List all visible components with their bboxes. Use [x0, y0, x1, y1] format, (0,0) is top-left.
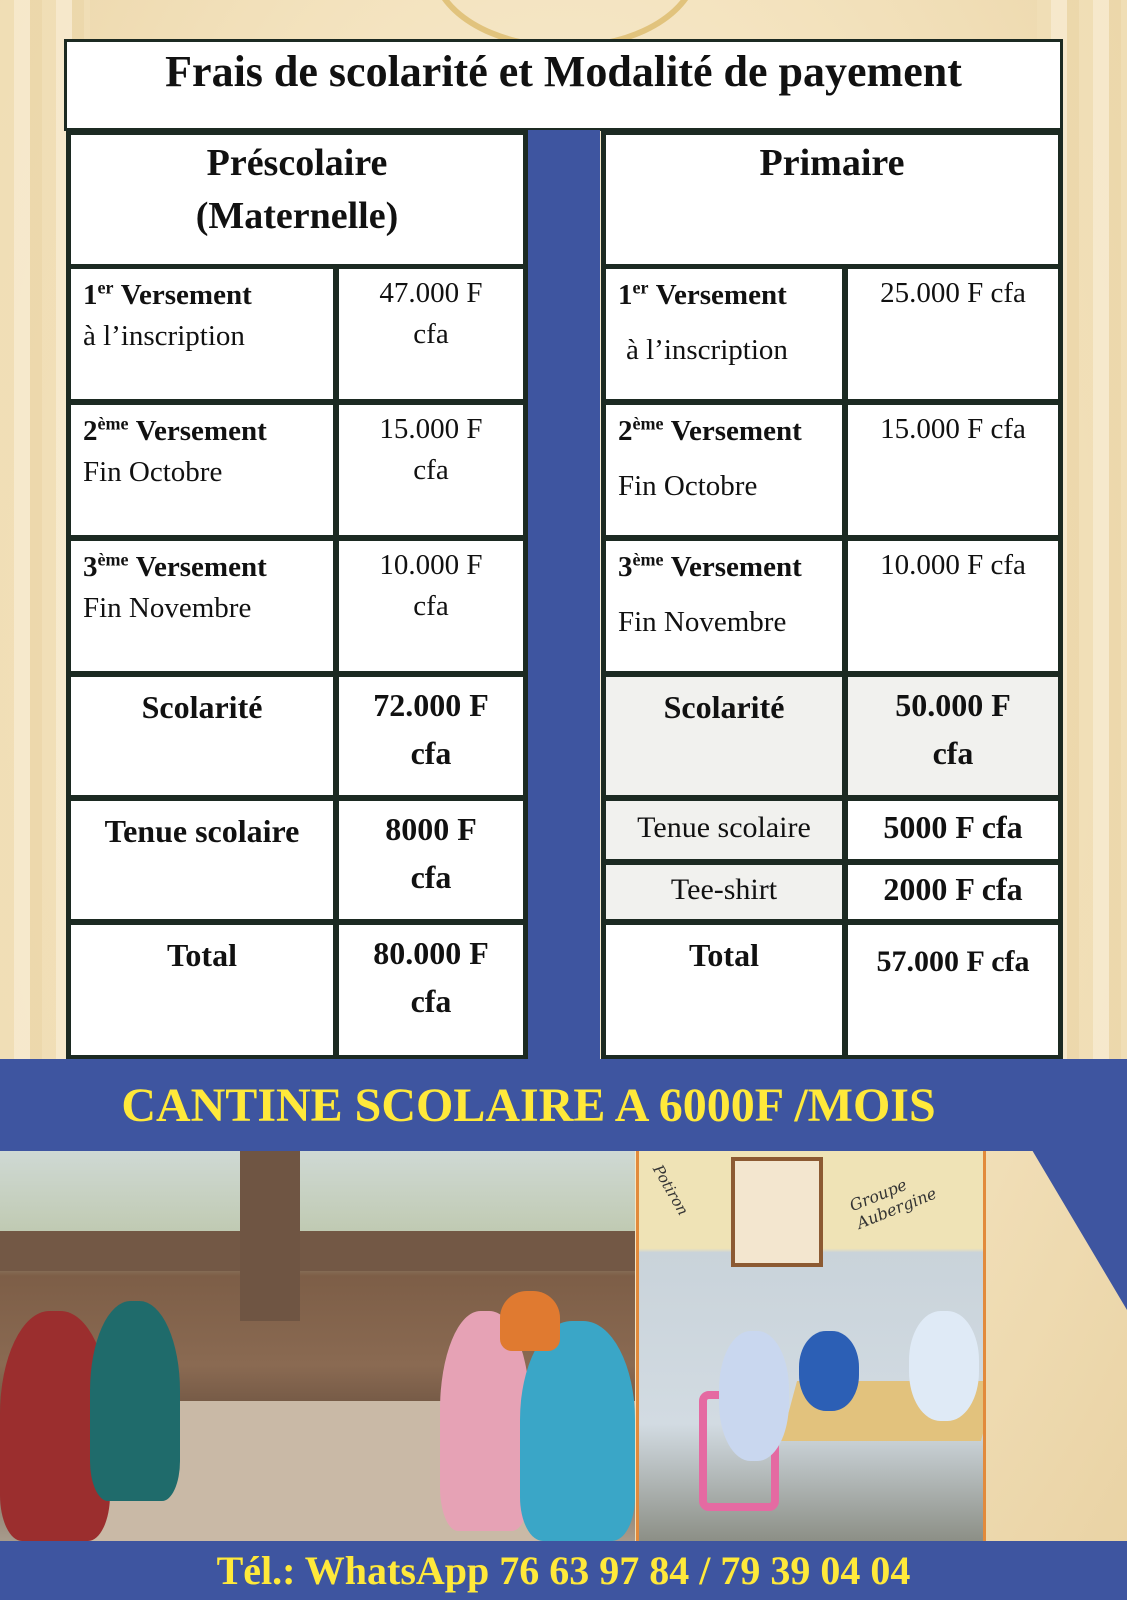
primaire-row-2-label: 2ème Versement Fin Octobre [604, 403, 844, 537]
prescolaire-tenue-value: 8000 F cfa [337, 799, 525, 921]
label-groupe-aubergine: Groupe Aubergine [846, 1174, 940, 1233]
photo-classroom [636, 1151, 986, 1541]
prescolaire-row-2-value: 15.000 F cfa [337, 403, 525, 537]
prescolaire-scolarite-label: Scolarité [69, 675, 335, 797]
primaire-table [601, 130, 1063, 1060]
title-box [64, 39, 1063, 131]
primaire-total-label: Total [604, 923, 844, 1057]
footer-phone-text: Tél.: WhatsApp 76 63 97 84 / 79 39 04 04 [216, 1548, 911, 1593]
prescolaire-header-cell [69, 133, 525, 266]
primaire-header-cell [604, 133, 1060, 266]
photo-children-eating [0, 1151, 635, 1541]
primaire-total-value: 57.000 F cfa [846, 923, 1060, 1057]
primaire-teeshirt-label: Tee-shirt [604, 863, 844, 921]
prescolaire-row-2-label: 2ème Versement Fin Octobre [69, 403, 335, 537]
cantine-banner-text: CANTINE SCOLAIRE A 6000F /MOIS [121, 1078, 936, 1132]
primaire-tenue-value: 5000 F cfa [846, 799, 1060, 861]
prescolaire-row-1-label: 1er Versement à l’inscription [69, 267, 335, 401]
primaire-row-2-value: 15.000 F cfa [846, 403, 1060, 537]
prescolaire-scolarite-value: 72.000 F cfa [337, 675, 525, 797]
prescolaire-row-1-value: 47.000 F cfa [337, 267, 525, 401]
primaire-row-3-label: 3ème Versement Fin Novembre [604, 539, 844, 673]
banner-tail-shape [1032, 1150, 1127, 1310]
cantine-banner [0, 1059, 1127, 1151]
primaire-row-1-label: 1er Versement à l’inscription [604, 267, 844, 401]
prescolaire-total-value: 80.000 F cfa [337, 923, 525, 1057]
prescolaire-total-label: Total [69, 923, 335, 1057]
primaire-row-3-value: 10.000 F cfa [846, 539, 1060, 673]
primaire-scolarite-label: Scolarité [604, 675, 844, 797]
primaire-teeshirt-value: 2000 F cfa [846, 863, 1060, 921]
center-blue-band [527, 130, 600, 1060]
prescolaire-table [66, 130, 528, 1060]
footer-contact [0, 1541, 1127, 1600]
primaire-scolarite-value: 50.000 F cfa [846, 675, 1060, 797]
prescolaire-row-3-value: 10.000 F cfa [337, 539, 525, 673]
primaire-header: Primaire [759, 142, 905, 184]
label-potiron: Potiron [649, 1161, 693, 1219]
prescolaire-header: Préscolaire (Maternelle) [195, 142, 399, 238]
page-title: Frais de scolarité et Modalité de payement [165, 47, 962, 96]
primaire-row-1-value: 25.000 F cfa [846, 267, 1060, 401]
prescolaire-row-3-label: 3ème Versement Fin Novembre [69, 539, 335, 673]
primaire-tenue-label: Tenue scolaire [604, 799, 844, 861]
prescolaire-tenue-label: Tenue scolaire [69, 799, 335, 921]
